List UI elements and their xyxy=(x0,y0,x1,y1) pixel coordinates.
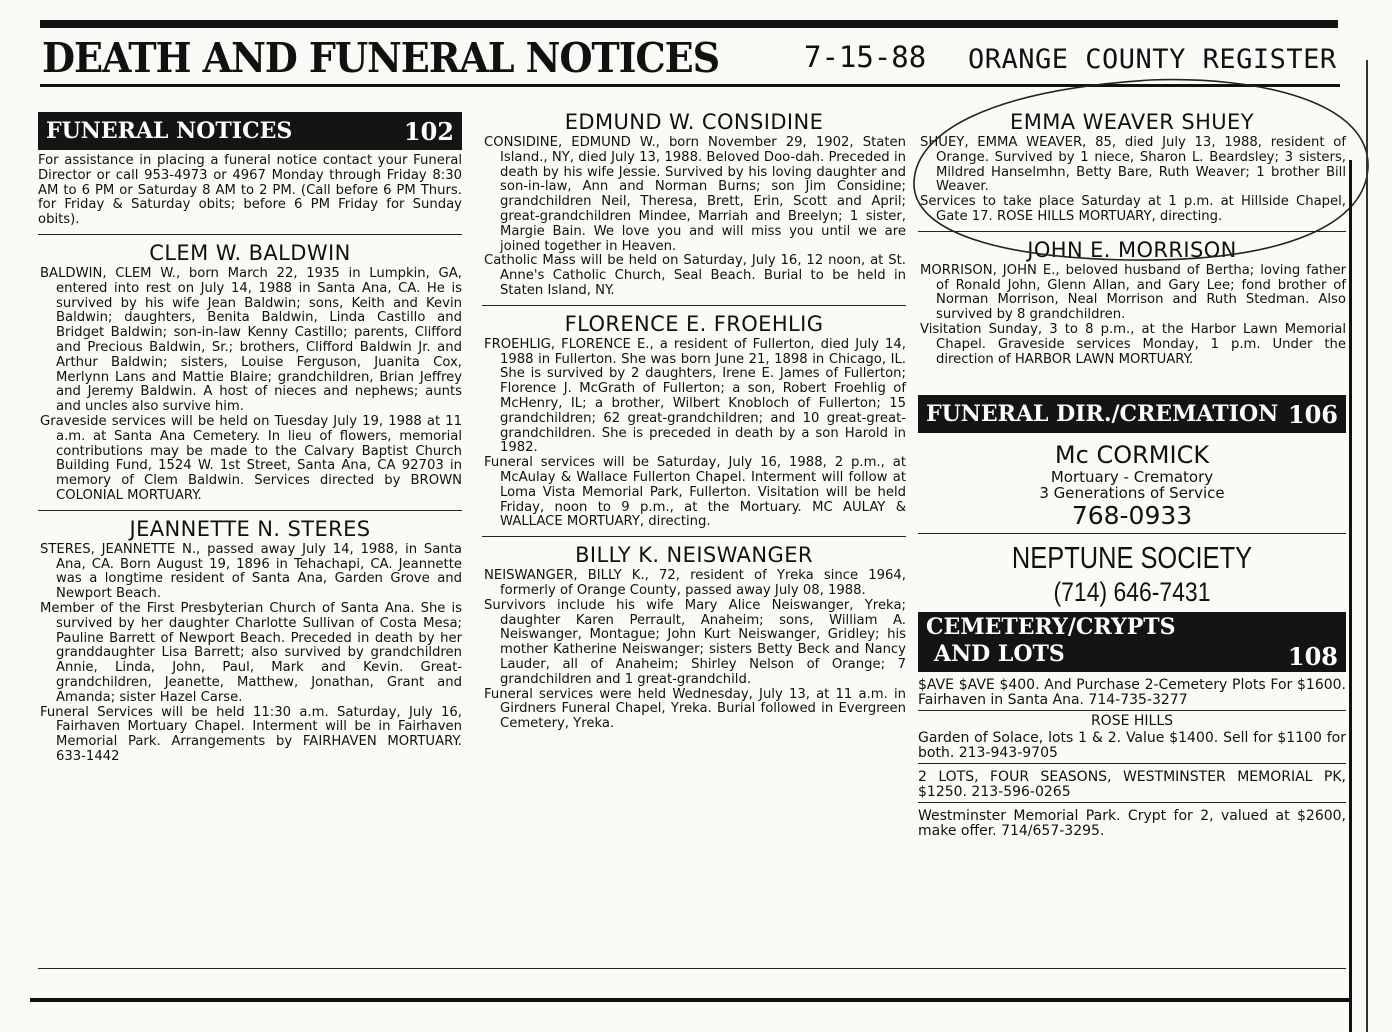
obit-neiswanger xyxy=(482,569,906,732)
divider xyxy=(38,234,462,235)
section-number: 102 xyxy=(403,116,454,146)
obit-paragraph: NEISWANGER, BILLY K., 72, resident of Yreka since 1964, formerly of Orange County, passed away July 08, 1988. xyxy=(484,568,906,598)
mortuary-tagline: Mortuary - Crematory xyxy=(1050,468,1214,487)
obit-name-shuey: EMMA WEAVER SHUEY xyxy=(1010,110,1254,134)
bottom-rule-thick xyxy=(30,998,1350,1002)
obit-paragraph: Member of the First Presbyterian Church of Santa Ana. She is survived by her daughter Charlotte Sullivan of Costa Mesa; Pauline Barrett of Newport Beach. Preceded in death by her granddaughter Lisa Barrett; also survived by grandchildren Annie, Linda, John, Paul, Mark and Kevin. Great-grandchildren, Jeanette, Matthew, Jonathan, Grant and Amanda; sister Hazel Carse. xyxy=(40,600,462,705)
obit-name-steres: JEANNETTE N. STERES xyxy=(129,516,371,541)
obit-baldwin xyxy=(38,267,462,504)
mortuary-tagline: 3 Generations of Service xyxy=(1039,484,1225,503)
obit-paragraph: Visitation Sunday, 3 to 8 p.m., at the Harbor Lawn Memorial Chapel. Graveside services Monday, 1 p.m. Under the direction of HARBOR LAWN MORTUARY. xyxy=(920,321,1346,367)
society-phone: (714) 646-7431 xyxy=(1053,577,1211,608)
divider xyxy=(918,710,1346,711)
mccormick-ad xyxy=(918,441,1346,531)
obit-name-morrison: JOHN E. MORRISON xyxy=(1027,237,1237,262)
page-title: DEATH AND FUNERAL NOTICES xyxy=(42,34,720,82)
issue-date: 7-15-88 xyxy=(804,40,927,74)
obit-shuey xyxy=(918,136,1346,225)
obit-paragraph: STERES, JEANNETTE N., passed away July 14, 1988, in Santa Ana, CA. Born August 19, 1896 in Tehachapi, CA. Jeannette was a longtime resident of Santa Ana, Garden Grove and Newport Beach. xyxy=(40,541,462,602)
top-rule xyxy=(40,20,1338,28)
newspaper-name: ORANGE COUNTY REGISTER xyxy=(968,44,1337,75)
masthead xyxy=(42,34,1372,84)
obit-morrison xyxy=(918,264,1346,368)
obit-paragraph: Graveside services will be held on Tuesday July 19, 1988 at 11 a.m. at Santa Ana Cemetery. In lieu of flowers, memorial contributions may be made to the Calvary Baptist Church Building Fund, 1524 W. 1st Street, Santa Ana, CA 92703 in memory of Clem Baldwin. Services directed by BROWN COLONIAL MORTUARY. xyxy=(40,413,462,503)
bottom-rule xyxy=(38,968,1346,969)
obit-name-considine: EDMUND W. CONSIDINE xyxy=(564,110,824,134)
obit-name-baldwin: CLEM W. BALDWIN xyxy=(149,240,351,265)
divider xyxy=(918,231,1346,232)
obit-paragraph: Survivors include his wife Mary Alice Neiswanger, Yreka; daughter Karen Perrault, Anaheim; sons, William A. Neiswanger, Montague; John Kurt Neiswanger, Gridley; his mother Katherine Neiswanger; sisters Betty Beck and Nancy Lauder, all of Anaheim; Shirley Nelson of Orange; 7 grandchildren and 1 great-grandchild. xyxy=(484,597,906,687)
section-label: FUNERAL NOTICES xyxy=(46,118,293,144)
mortuary-name: Mc CORMICK xyxy=(1054,441,1210,470)
classified-ad-title: ROSE HILLS xyxy=(1090,713,1174,730)
neptune-ad xyxy=(918,540,1346,608)
funeral-notices-bar xyxy=(38,112,462,150)
column-2 xyxy=(482,100,906,732)
classified-ad: Garden of Solace, lots 1 & 2. Value $1400. Sell for $1100 for both. 213-943-9705 xyxy=(918,730,1346,762)
obit-paragraph: SHUEY, EMMA WEAVER, 85, died July 13, 1988, resident of Orange. Survived by 1 niece, Sharon L. Beardsley; 3 sisters, Mildred Hanselmhn, Betty Bare, Ruth Weaver; 1 brother Bill Weaver. xyxy=(920,135,1346,195)
society-name: NEPTUNE SOCIETY xyxy=(1011,540,1253,576)
edge-line xyxy=(1349,160,1352,1032)
mortuary-phone: 768-0933 xyxy=(1071,501,1193,531)
classified-ad: $AVE $AVE $400. And Purchase 2-Cemetery Plots For $1600. Fairhaven in Santa Ana. 714-735-3277 xyxy=(918,677,1346,709)
obit-paragraph: BALDWIN, CLEM W., born March 22, 1935 in Lumpkin, GA, entered into rest on July 14, 1988 in Santa Ana, CA. He is survived by his wife Jean Baldwin; sons, Keith and Kevin Baldwin; daughters, Benita Baldwin, Linda Castillo and Bridget Baldwin; son-in-law Kenny Castillo; parents, Clifford and Precious Baldwin, Sr.; brothers, Clifford Baldwin Jr. and Arthur Baldwin; sisters, Louise Ferguson, Juanita Cox, Merlynn Lans and Mattie Blaire; grandchildren, Brian Jeffrey and Jeremy Baldwin. A host of nieces and nephews; aunts and uncles also survive him. xyxy=(40,265,462,415)
obit-paragraph: FROEHLIG, FLORENCE E., a resident of Fullerton, died July 14, 1988 in Fullerton. She was born June 21, 1898 in Chicago, IL. She is survived by 2 daughters, Irene E. James of Fullerton; Florence J. McGrath of Fullerton; a son, Robert Froehlig of McHenry, IL; a brother, Wilbert Knobloch of Fullerton; 15 grandchildren; 62 great-grandchildren; and 10 great-great-grandchildren. She is preceded in death by a son Harold in 1982. xyxy=(484,336,906,456)
divider xyxy=(38,510,462,511)
obit-paragraph: Services to take place Saturday at 1 p.m. at Hillside Chapel, Gate 17. ROSE HILLS MORTUARY, directing. xyxy=(920,194,1346,224)
header-rule xyxy=(40,84,1340,87)
section-label: FUNERAL DIR./CREMATION xyxy=(926,401,1279,428)
classified-ad: 2 LOTS, FOUR SEASONS, WESTMINSTER MEMORIAL PK, $1250. 213-596-0265 xyxy=(918,769,1346,801)
obit-paragraph: MORRISON, JOHN E., beloved husband of Bertha; loving father of Ronald John, Glenn Allan, and Gary Lee; fond brother of Norman Morrison, Neal Morrison and Ruth Stedman. Also survived by 8 grandchildren. xyxy=(920,262,1346,323)
column-3 xyxy=(918,100,1346,841)
section-label: CEMETERY/CRYPTS xyxy=(926,614,1176,641)
obit-froehlig xyxy=(482,338,906,530)
divider xyxy=(918,802,1346,803)
section-number: 106 xyxy=(1287,399,1338,429)
divider xyxy=(482,536,906,537)
classified-ad: Westminster Memorial Park. Crypt for 2, valued at $2600, make offer. 714/657-3295. xyxy=(918,808,1346,840)
obit-paragraph: Funeral Services will be held 11:30 a.m. Saturday, July 16, Fairhaven Mortuary Chapel. Interment will be in Fairhaven Memorial Park. Arrangements by FAIRHAVEN MORTUARY. 633-1442 xyxy=(40,704,462,764)
obit-name-neiswanger: BILLY K. NEISWANGER xyxy=(575,543,813,568)
placement-info: For assistance in placing a funeral notice contact your Funeral Director or call 953-4973 or 4967 Monday through Friday 8:30 AM to 6 PM or Saturday 8 AM to 2 PM. (Call before 6 PM Thurs. for Friday & Saturday obits; before 6 PM Friday for Sunday obits). xyxy=(38,153,462,228)
obit-paragraph: CONSIDINE, EDMUND W., born November 29, 1902, Staten Island., NY, died July 13, 1988. Beloved Doo-dah. Preceded in death by his wife Jessie. Survived by his loving daughter and son-in-law, Ann and Norman Burns; son Jim Considine; grandchildren Neil, Theresa, Brett, Erin, Scott and April; great-grandchildren Mindee, Marriah and Breelyn; 1 sister, Margie Bain. We love you and will miss you until we are joined together in Heaven. xyxy=(484,135,906,254)
cemetery-bar xyxy=(918,612,1346,672)
funeral-dir-bar xyxy=(918,395,1346,433)
section-number: 108 xyxy=(1287,642,1338,672)
edge-line xyxy=(1366,60,1368,1032)
column-1 xyxy=(38,100,462,765)
divider xyxy=(918,533,1346,534)
section-label: AND LOTS xyxy=(934,641,1065,668)
divider xyxy=(482,305,906,306)
obit-name-froehlig: FLORENCE E. FROEHLIG xyxy=(564,311,824,336)
obit-paragraph: Catholic Mass will be held on Saturday, July 16, 12 noon, at St. Anne's Catholic Church, Seal Beach. Burial to be held in Staten Island, NY. xyxy=(484,253,906,298)
obit-paragraph: Funeral services were held Wednesday, July 13, at 11 a.m. in Girdners Funeral Chapel, Yreka. Burial followed in Evergreen Cemetery, Yreka. xyxy=(484,686,906,732)
obit-steres xyxy=(38,543,462,765)
divider xyxy=(918,763,1346,764)
obit-paragraph: Funeral services will be Saturday, July 16, 1988, 2 p.m., at McAulay & Wallace Fullerton Chapel. Interment will follow at Loma Vista Memorial Park, Fullerton. Visitation will be held Friday, noon to 9 p.m., at the Mortuary. MC AULAY & WALLACE MORTUARY, directing. xyxy=(484,455,906,530)
obit-considine xyxy=(482,136,906,299)
